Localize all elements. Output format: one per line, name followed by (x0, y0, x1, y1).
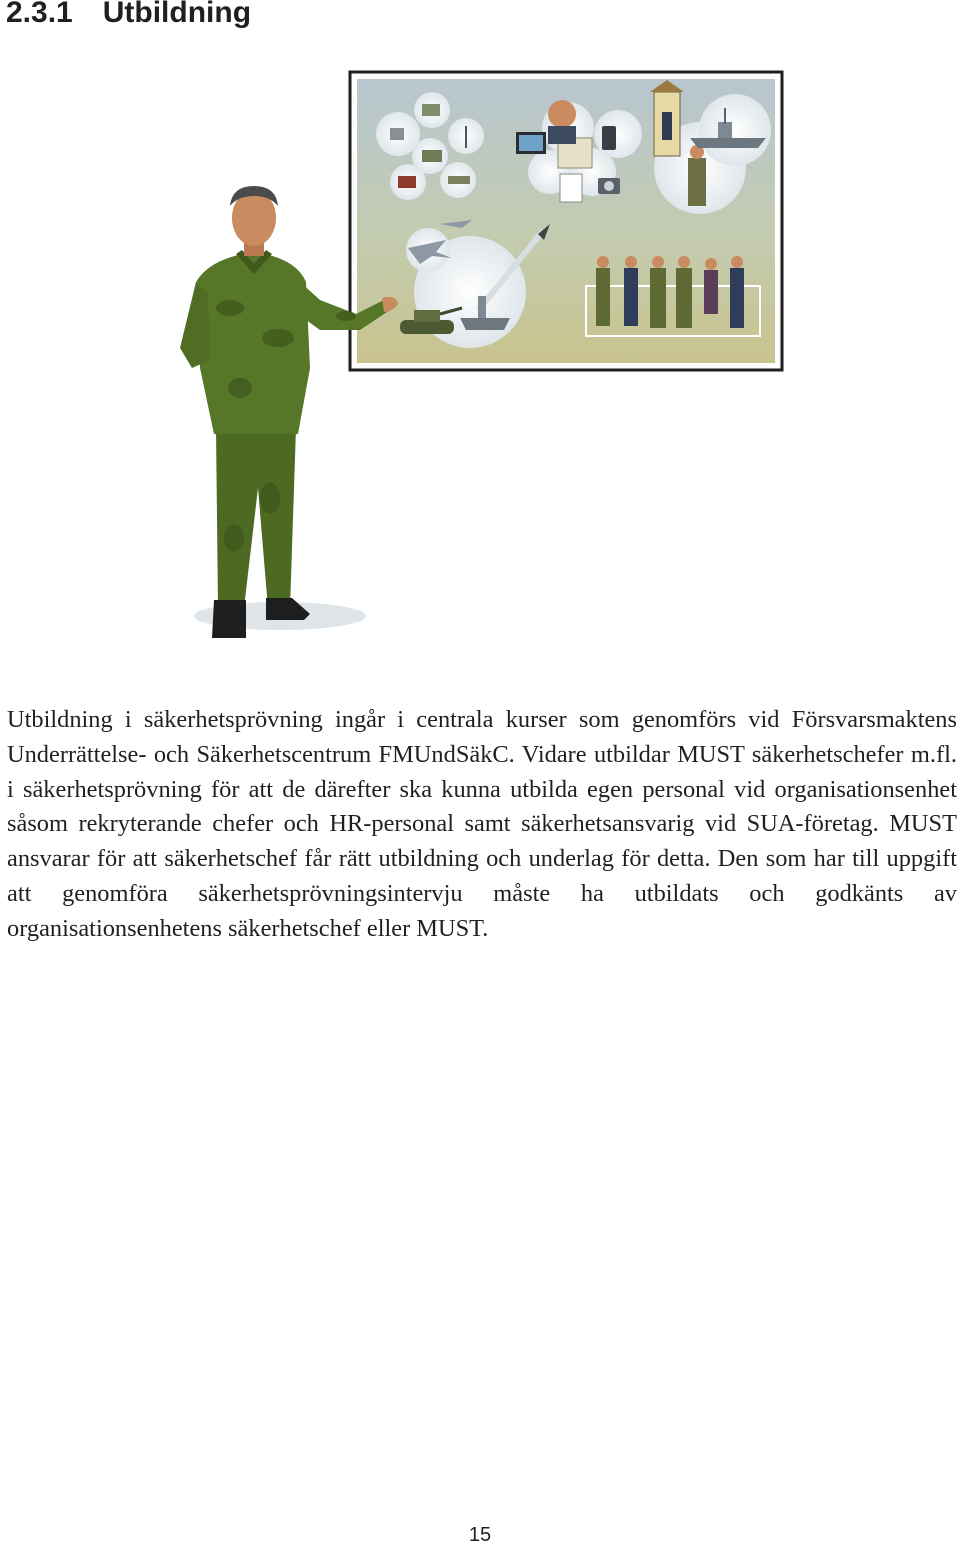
section-number: 2.3.1 (6, 0, 73, 29)
page-number: 15 (468, 1524, 492, 1546)
training-illustration (170, 68, 790, 648)
section-heading (6, 0, 251, 30)
body-paragraph: Utbildning i säkerhetsprövning ingår i centrala kurser som genomförs vid Försvarsmaktens Underrättelse- och Säkerhetscentrum FMUndSäkC. Vidare utbildar MUST säkerhetschefer m.fl. i säkerhetsprövning för att de därefter ska kunna utbilda egen personal vid organisationsenhet såsom rekryterande chefer och HR-personal samt säkerhetsansvarig vid SUA-företag. MUST ansvarar för att säkerhetschef får rätt utbildning och underlag för detta. Den som har till uppgift att genomföra säkerhetsprövningsintervju måste ha utbildats och godkänts av organisationsenhetens säkerhetschef eller MUST. (7, 706, 957, 942)
section-title: Utbildning (102, 0, 252, 29)
